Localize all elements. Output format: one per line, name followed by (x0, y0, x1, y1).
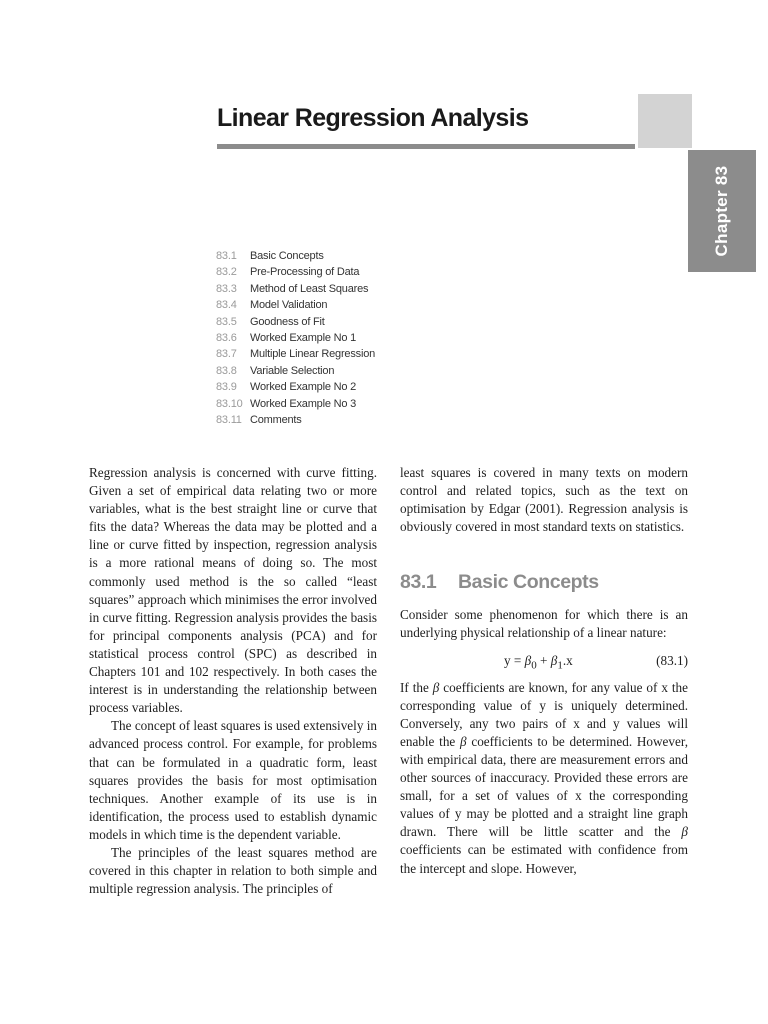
toc-number: 83.7 (216, 348, 237, 361)
subscript: 0 (531, 659, 537, 672)
toc-label: Multiple Linear Regression (250, 348, 376, 361)
toc-number: 83.1 (216, 250, 237, 262)
toc-item (216, 412, 536, 428)
toc-number: 83.6 (216, 331, 237, 344)
toc-label: Worked Example No 1 (250, 331, 357, 344)
toc-item (216, 297, 536, 313)
toc-label: Worked Example No 2 (250, 381, 357, 394)
text-run: coefficients to be determined. However, with empirical data, there are measurement errors and other sources of inaccuracy. Provided these errors are small, for a set of values of x the corresponding values of y may be plotted and a straight line graph drawn. There will be little scatter and the (400, 733, 688, 840)
right-column (400, 464, 688, 878)
beta-symbol: β (460, 733, 467, 749)
chapter-title: Linear Regression Analysis (217, 104, 529, 132)
beta-symbol: β (550, 652, 558, 668)
plus-sign: + (536, 652, 551, 668)
toc-label: Pre-Processing of Data (250, 266, 360, 279)
chapter-tab (688, 150, 756, 272)
toc-number: 83.3 (216, 282, 237, 295)
toc-item (216, 346, 536, 362)
chapter-tab-label: Chapter 83 (712, 165, 731, 257)
toc-number: 83.8 (216, 364, 237, 377)
toc-label: Comments (250, 413, 302, 426)
body-paragraph (400, 679, 688, 878)
subscript: 1 (557, 659, 563, 672)
toc-item (216, 396, 536, 412)
equation (400, 643, 688, 679)
toc-item (216, 281, 536, 297)
equation-number: (83.1) (656, 652, 688, 668)
beta-symbol: β (524, 652, 532, 668)
toc-number: 83.4 (216, 299, 237, 312)
equation-expression (504, 643, 573, 684)
body-paragraph: least squares is covered in many texts on modern control and related topics, such as the text on optimisation by Edgar (2001). Regression analysis is obviously covered in most standard texts on statistics. (400, 465, 688, 535)
toc-item (216, 314, 536, 330)
toc-item (216, 330, 536, 346)
toc-number: 83.10 (216, 397, 243, 410)
body-paragraph: Consider some phenomenon for which there is an underlying physical relationship of a linear nature: (400, 607, 688, 641)
toc-item (216, 264, 536, 280)
text-run: If the (400, 679, 433, 695)
body-paragraph: The principles of the least squares method are covered in this chapter in relation to both simple and multiple regression analysis. The principles of (89, 844, 377, 897)
toc-label: Model Validation (250, 299, 328, 312)
section-number: 83.1 (400, 571, 437, 594)
toc-number: 83.9 (216, 381, 237, 394)
header-gray-block (638, 94, 692, 148)
body-paragraph: The concept of least squares is used extensively in advanced process control. For example, for problems that can be formulated in a quadratic form, least squares provides the basis for most optimisation techniques. Another example of its use is in identification, the process used to establish dynamic models in which time is the dependent variable. (89, 718, 377, 842)
section-heading (400, 570, 688, 594)
toc-label: Method of Least Squares (250, 282, 369, 295)
toc-item (216, 363, 536, 379)
toc-number: 83.2 (216, 266, 237, 279)
toc-item (216, 379, 536, 395)
toc-label: Variable Selection (250, 364, 335, 377)
toc-number: 83.11 (216, 413, 242, 426)
beta-symbol: β (432, 679, 440, 695)
toc-label: Basic Concepts (250, 250, 324, 262)
toc-label: Goodness of Fit (250, 315, 325, 328)
beta-symbol: β (681, 824, 688, 840)
body-paragraph: Regression analysis is concerned with curve fitting. Given a set of empirical data relating two or more variables, what is the best straight line or curve that fits the data? Whereas the data may be plotted and a line or curve fitted by inspection, regression analysis is a more rational means of doing so. The most commonly used method is the so called “least squares” approach which minimises the error involved in curve fitting. Regression analysis provides the basis for principal components analysis (PCA) and for statistical process control (SPC) as described in Chapters 101 and 102 respectively. In both cases the interest is in understanding the relationship between process variables. (89, 465, 377, 716)
title-rule (217, 144, 635, 149)
equation-tail: .x (562, 652, 573, 668)
section-title: Basic Concepts (458, 571, 599, 594)
left-column (89, 464, 377, 898)
equation-lhs: y = (504, 652, 525, 668)
toc-number: 83.5 (216, 315, 237, 328)
toc-item (216, 248, 536, 264)
table-of-contents (216, 248, 536, 428)
text-run: coefficients can be estimated with confidence from the intercept and slope. However, (400, 842, 688, 876)
text-run: coefficients are known, for any value of x the corresponding value of y is uniquely determined. Conversely, any two pairs of x and y values will enable the (400, 679, 688, 749)
toc-label: Worked Example No 3 (250, 397, 357, 410)
